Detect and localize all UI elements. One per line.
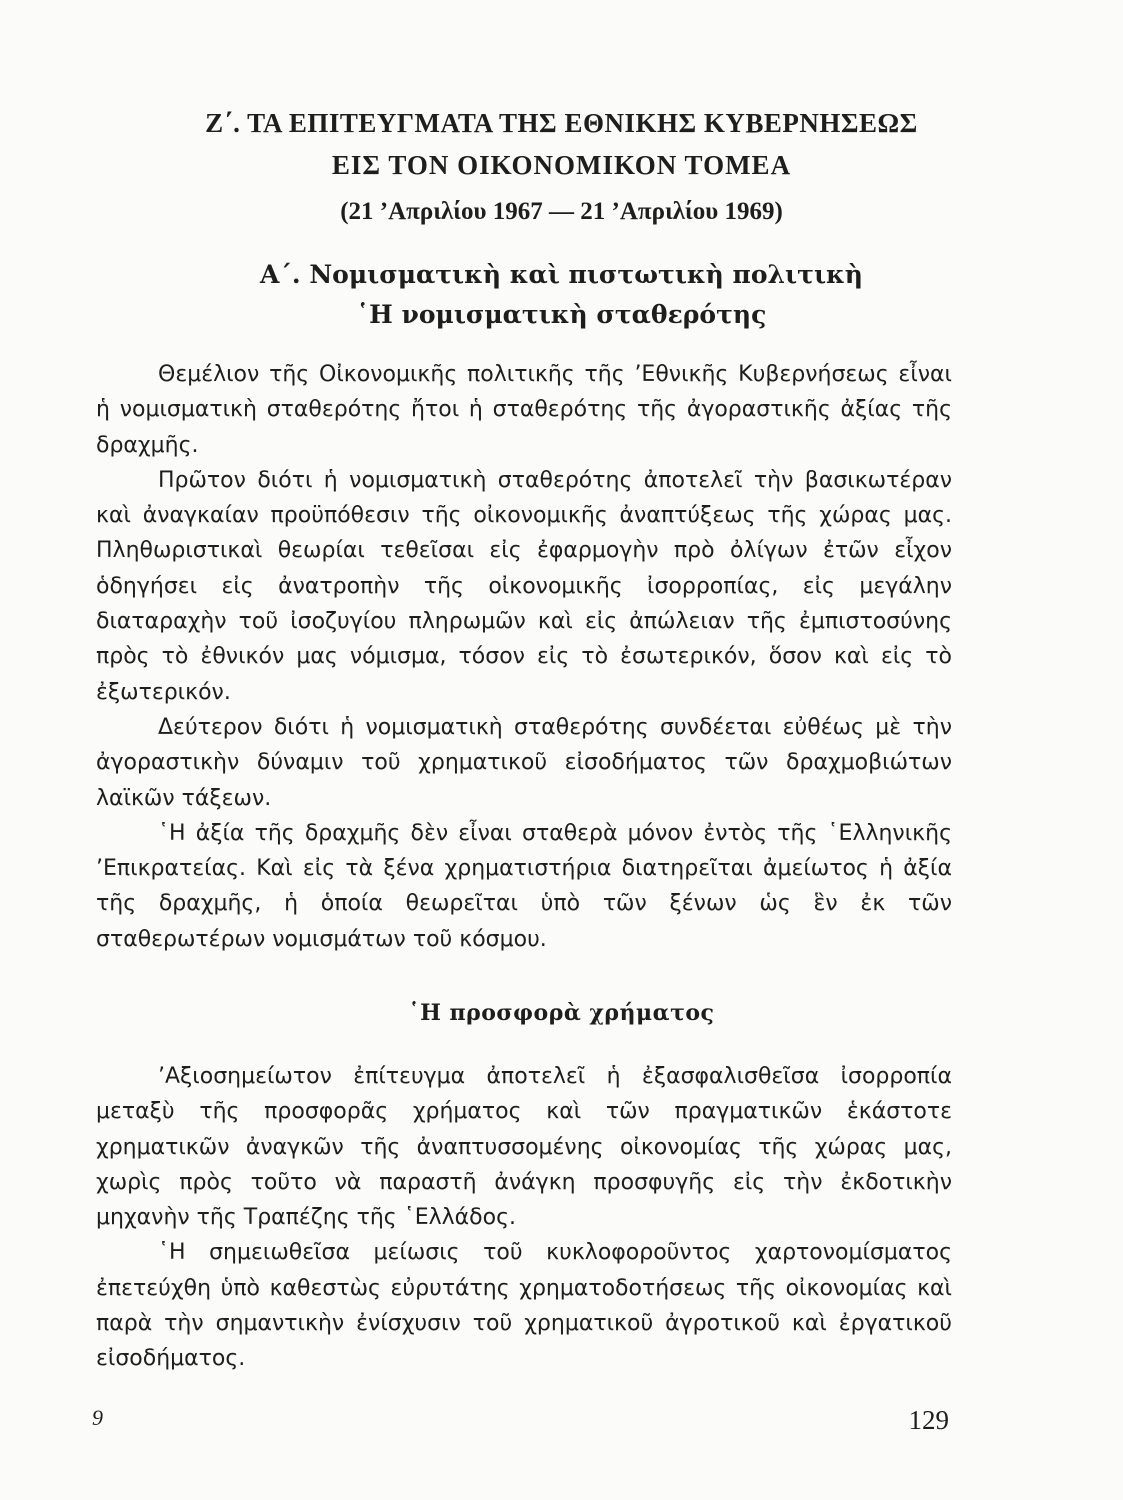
section-b-body bbox=[96, 1059, 952, 1377]
chapter-title-line-1: Ζ΄. ΤΑ ΕΠΙΤΕΥΓΜΑΤΑ ΤΗΣ ΕΘΝΙΚΗΣ ΚΥΒΕΡΝΗΣΕΩΣ bbox=[205, 108, 918, 138]
page-number: 129 bbox=[908, 1405, 949, 1435]
paragraph: Δεύτερον διότι ἡ νομισματικὴ σταθερότης συνδέεται εὐθέως μὲ τὴν ἀγοραστικὴν δύναμιν τοῦ χρηματικοῦ εἰσοδήματος τῶν δραχμοβιώτων λαϊκῶν τάξεων. bbox=[96, 714, 952, 811]
paragraph: ’Αξιοσημείωτον ἐπίτευγμα ἀποτελεῖ ἡ ἐξασφαλισθεῖσα ἰσορροπία μεταξὺ τῆς προσφορᾶς χρήματος καὶ τῶν πραγματικῶν ἑκάστοτε χρηματικῶν ἀναγκῶν τῆς ἀναπτυσσομένης οἰκονομίας τῆς χώρας μας, χωρὶς πρὸς τοῦτο νὰ παραστῆ ἀνάγκη προσφυγῆς εἰς τὴν ἐκδοτικὴν μηχανὴν τῆς Τραπέζης τῆς ῾Ελλάδος. bbox=[96, 1064, 952, 1231]
paragraph: Θεμέλιον τῆς Οἰκονομικῆς πολιτικῆς τῆς ’Εθνικῆς Κυβερνήσεως εἶναι ἡ νομισματικὴ σταθερότης ἤτοι ἡ σταθερότης τῆς ἀγοραστικῆς ἀξίας τῆς δραχμῆς. bbox=[96, 362, 952, 458]
chapter-title-line-2: ΕΙΣ ΤΟΝ ΟΙΚΟΝΟΜΙΚΟΝ ΤΟΜΕΑ bbox=[331, 150, 792, 180]
paragraph: ῾Η ἀξία τῆς δραχμῆς δὲν εἶναι σταθερὰ μόνον ἐντὸς τῆς ῾Ελληνικῆς ’Επικρατείας. Καὶ εἰς τὰ ξένα χρηματιστήρια διατηρεῖται ἀμείωτος ἡ ἀξία τῆς δραχμῆς, ἡ ὁποία θεωρεῖται ὑπὸ τῶν ξένων ὡς ἓν ἐκ τῶν σταθερωτέρων νομισμάτων τοῦ κόσμου. bbox=[96, 820, 952, 952]
chapter-dates: (21 ’Απριλίου 1967 — 21 ’Απριλίου 1969) bbox=[340, 198, 783, 225]
section-a-body bbox=[96, 357, 952, 957]
paragraph: ῾Η σημειωθεῖσα μείωσις τοῦ κυκλοφοροῦντος χαρτονομίσματος ἐπετεύχθη ὑπὸ καθεστὼς εὐρυτάτης χρηματοδοτήσεως τῆς οἰκονομίας καὶ παρὰ τὴν σημαντικὴν ἐνίσχυσιν τοῦ χρηματικοῦ ἀγροτικοῦ καὶ ἐργατικοῦ εἰσοδήματος. bbox=[96, 1240, 952, 1372]
section-b-title: ῾Η προσφορὰ χρήματος bbox=[408, 1000, 715, 1026]
section-a-subtitle: ῾Η νομισματικὴ σταθερότης bbox=[356, 300, 767, 329]
signature-mark: 9 bbox=[92, 1405, 103, 1430]
section-a-title: Α΄. Νομισματικὴ καὶ πιστωτικὴ πολιτικὴ bbox=[260, 260, 863, 289]
paragraph: Πρῶτον διότι ἡ νομισματικὴ σταθερότης ἀποτελεῖ τὴν βασικωτέραν καὶ ἀναγκαίαν προϋπόθεσιν τῆς οἰκονομικῆς ἀναπτύξεως τῆς χώρας μας. Πληθωριστικαὶ θεωρίαι τεθεῖσαι εἰς ἐφαρμογὴν πρὸ ὀλίγων ἐτῶν εἶχον ὁδηγήσει εἰς ἀνατροπὴν τῆς οἰκονομικῆς ἰσορροπίας, εἰς μεγάλην διαταραχὴν τοῦ ἰσοζυγίου πληρωμῶν καὶ εἰς ἀπώλειαν τῆς ἐμπιστοσύνης πρὸς τὸ ἐθνικόν μας νόμισμα, τόσον εἰς τὸ ἐσωτερικόν, ὅσον καὶ εἰς τὸ ἐξωτερικόν. bbox=[96, 467, 952, 705]
